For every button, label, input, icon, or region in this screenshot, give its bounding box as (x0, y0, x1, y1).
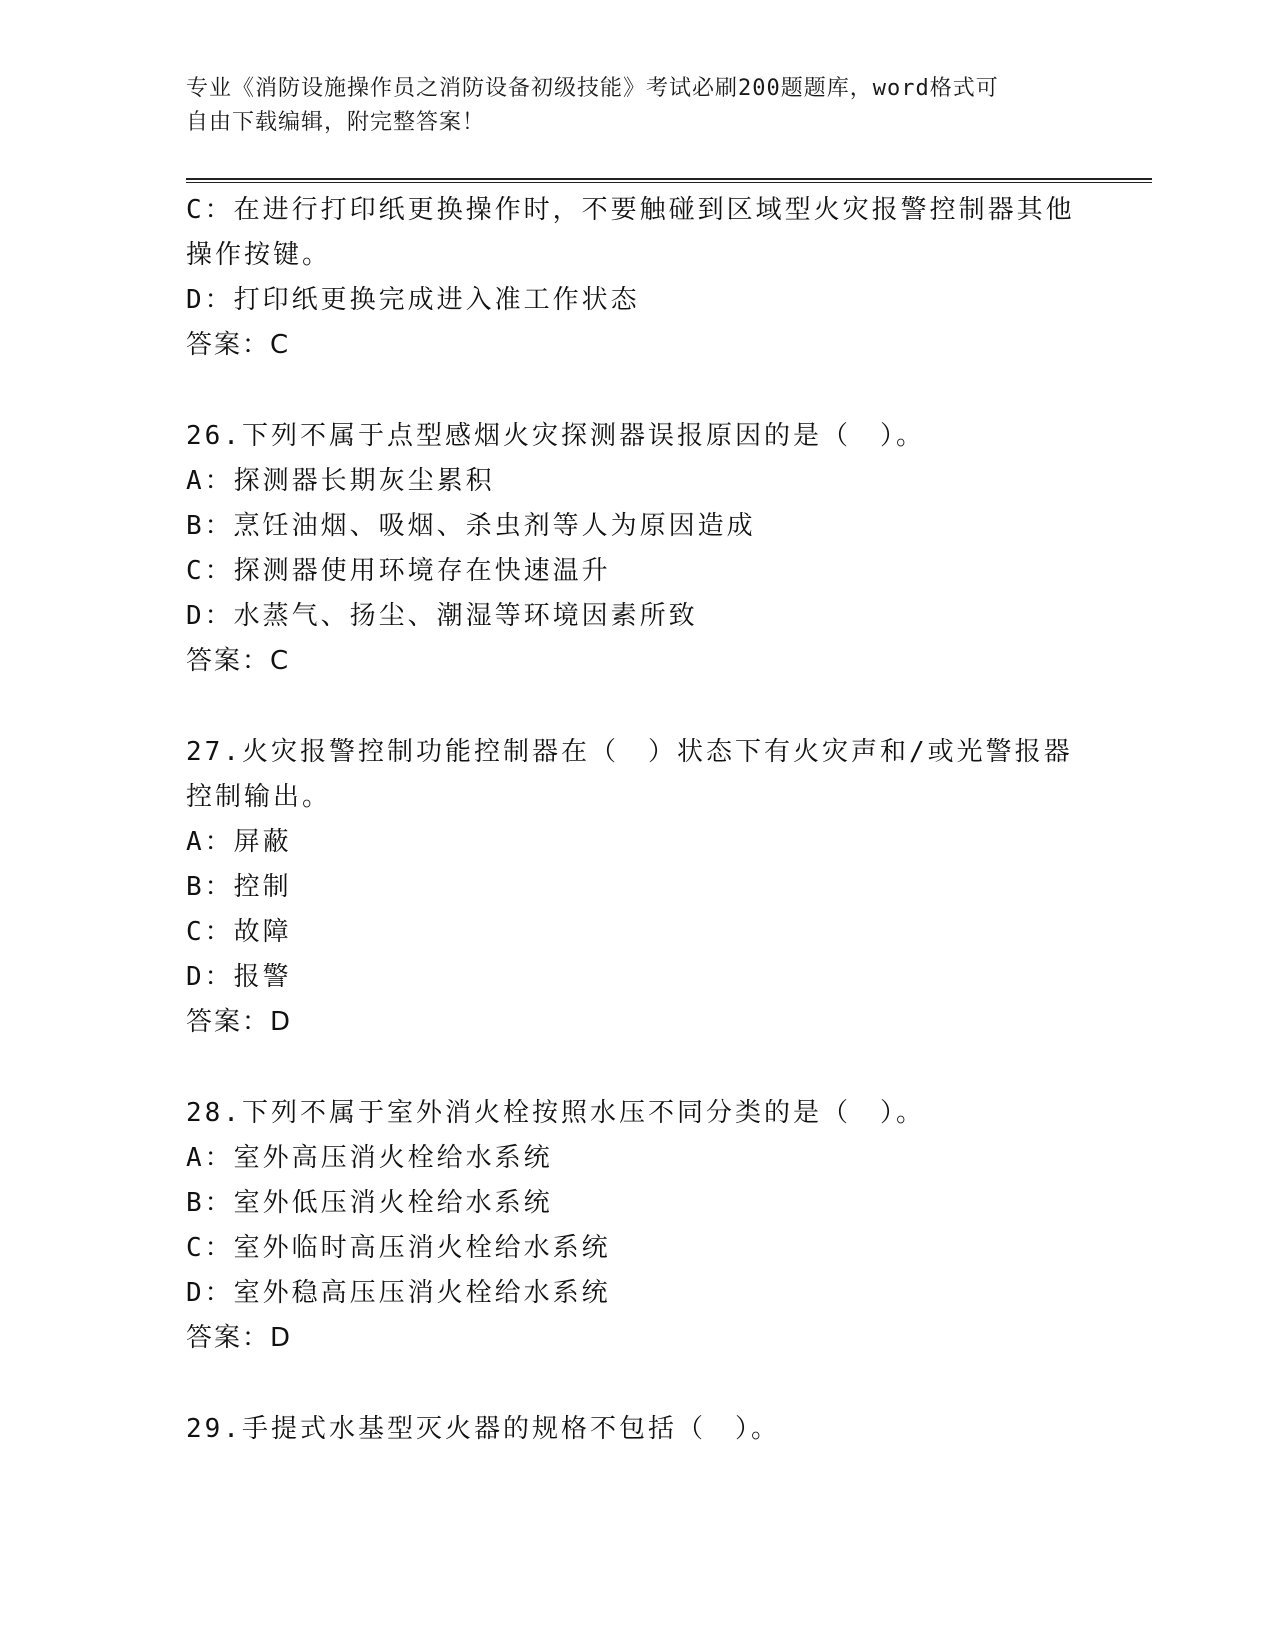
document-body (186, 188, 1126, 1452)
header-divider (186, 178, 1152, 183)
header-title-line-2: 自由下载编辑，附完整答案！ (186, 110, 486, 135)
question-27 (186, 730, 1126, 1045)
question-25-continuation (186, 188, 1126, 368)
document-header (186, 72, 1086, 140)
option-b: B：烹饪油烟、吸烟、杀虫剂等人为原因造成 (186, 511, 756, 541)
option-c-line-1: C：在进行打印纸更换操作时，不要触碰到区域型火灾报警控制器其他 (186, 195, 1075, 225)
header-title-line-1: 专业《消防设施操作员之消防设备初级技能》考试必刷200题题库，word格式可 (186, 76, 999, 101)
option-c: C：故障 (186, 917, 292, 947)
option-d: D：打印纸更换完成进入准工作状态 (186, 285, 640, 315)
answer: 答案：D (186, 1007, 293, 1037)
question-stem-line-2: 控制输出。 (186, 782, 332, 812)
option-a: A：屏蔽 (186, 827, 292, 857)
question-stem-line-1: 27.火灾报警控制功能控制器在（ ）状态下有火灾声和/或光警报器 (186, 737, 1073, 767)
option-d: D：室外稳高压压消火栓给水系统 (186, 1278, 611, 1308)
answer: 答案：C (186, 646, 291, 676)
question-stem: 28.下列不属于室外消火栓按照水压不同分类的是（ ）。 (186, 1098, 925, 1128)
answer: 答案：D (186, 1323, 293, 1353)
option-a: A：探测器长期灰尘累积 (186, 466, 495, 496)
option-d: D：报警 (186, 962, 292, 992)
option-c-line-2: 操作按键。 (186, 240, 332, 270)
option-a: A：室外高压消火栓给水系统 (186, 1143, 553, 1173)
option-c: C：探测器使用环境存在快速温升 (186, 556, 611, 586)
option-c: C：室外临时高压消火栓给水系统 (186, 1233, 611, 1263)
question-26 (186, 414, 1126, 684)
option-d: D：水蒸气、扬尘、潮湿等环境因素所致 (186, 601, 698, 631)
question-stem: 26.下列不属于点型感烟火灾探测器误报原因的是（ ）。 (186, 421, 925, 451)
option-b: B：室外低压消火栓给水系统 (186, 1188, 553, 1218)
question-28 (186, 1091, 1126, 1361)
question-stem: 29.手提式水基型灭火器的规格不包括（ ）。 (186, 1414, 780, 1444)
answer: 答案：C (186, 330, 291, 360)
question-29 (186, 1407, 1126, 1452)
option-b: B：控制 (186, 872, 292, 902)
